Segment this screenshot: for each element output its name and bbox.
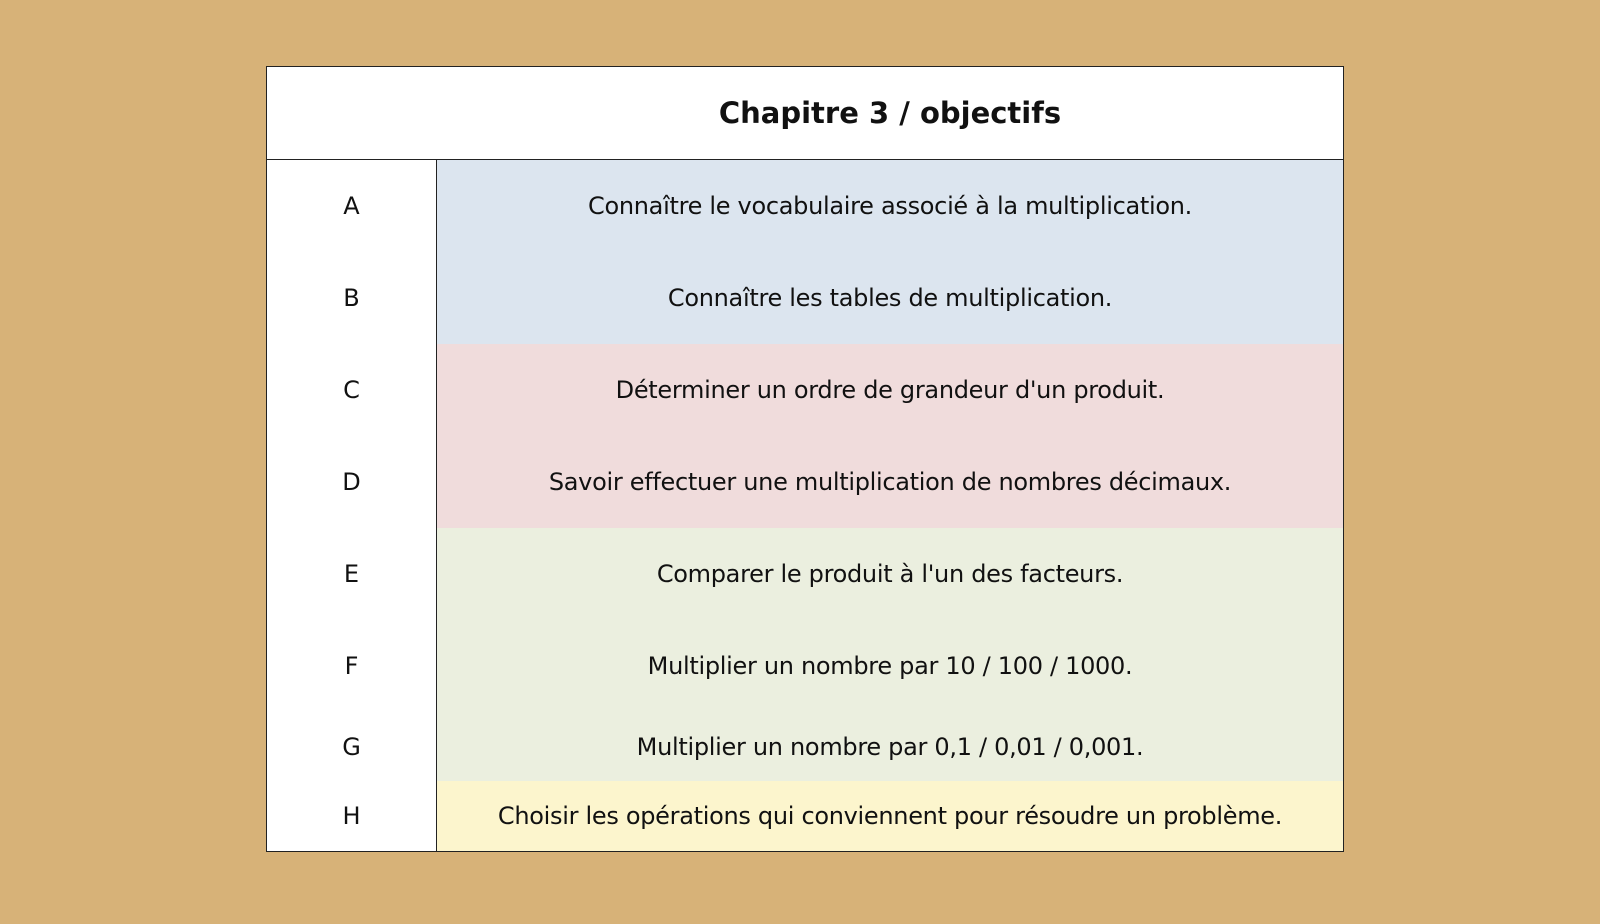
title-spacer <box>267 67 437 159</box>
row-letter: D <box>267 436 437 528</box>
row-objective: Savoir effectuer une multiplication de nombres décimaux. <box>437 436 1343 528</box>
row-objective: Connaître le vocabulaire associé à la multiplication. <box>437 160 1343 252</box>
table-row-a <box>267 160 1343 252</box>
table-row-f <box>267 620 1343 712</box>
row-objective: Choisir les opérations qui conviennent pour résoudre un problème. <box>437 781 1343 851</box>
row-letter: E <box>267 528 437 620</box>
row-letter: A <box>267 160 437 252</box>
row-letter: B <box>267 252 437 344</box>
title-row <box>267 67 1343 160</box>
row-letter: G <box>267 712 437 781</box>
objectives-rows <box>267 160 1343 851</box>
row-letter: F <box>267 620 437 712</box>
row-letter: C <box>267 344 437 436</box>
table-title: Chapitre 3 / objectifs <box>718 96 1062 130</box>
row-objective: Comparer le produit à l'un des facteurs. <box>437 528 1343 620</box>
table-row-c <box>267 344 1343 436</box>
objectives-table <box>266 66 1344 852</box>
row-objective: Multiplier un nombre par 10 / 100 / 1000. <box>437 620 1343 712</box>
table-row-g <box>267 712 1343 781</box>
table-row-e <box>267 528 1343 620</box>
row-objective: Déterminer un ordre de grandeur d'un produit. <box>437 344 1343 436</box>
table-row-d <box>267 436 1343 528</box>
row-objective: Multiplier un nombre par 0,1 / 0,01 / 0,001. <box>437 712 1343 781</box>
table-row-b <box>267 252 1343 344</box>
table-row-h <box>267 781 1343 851</box>
row-objective: Connaître les tables de multiplication. <box>437 252 1343 344</box>
row-letter: H <box>267 781 437 851</box>
